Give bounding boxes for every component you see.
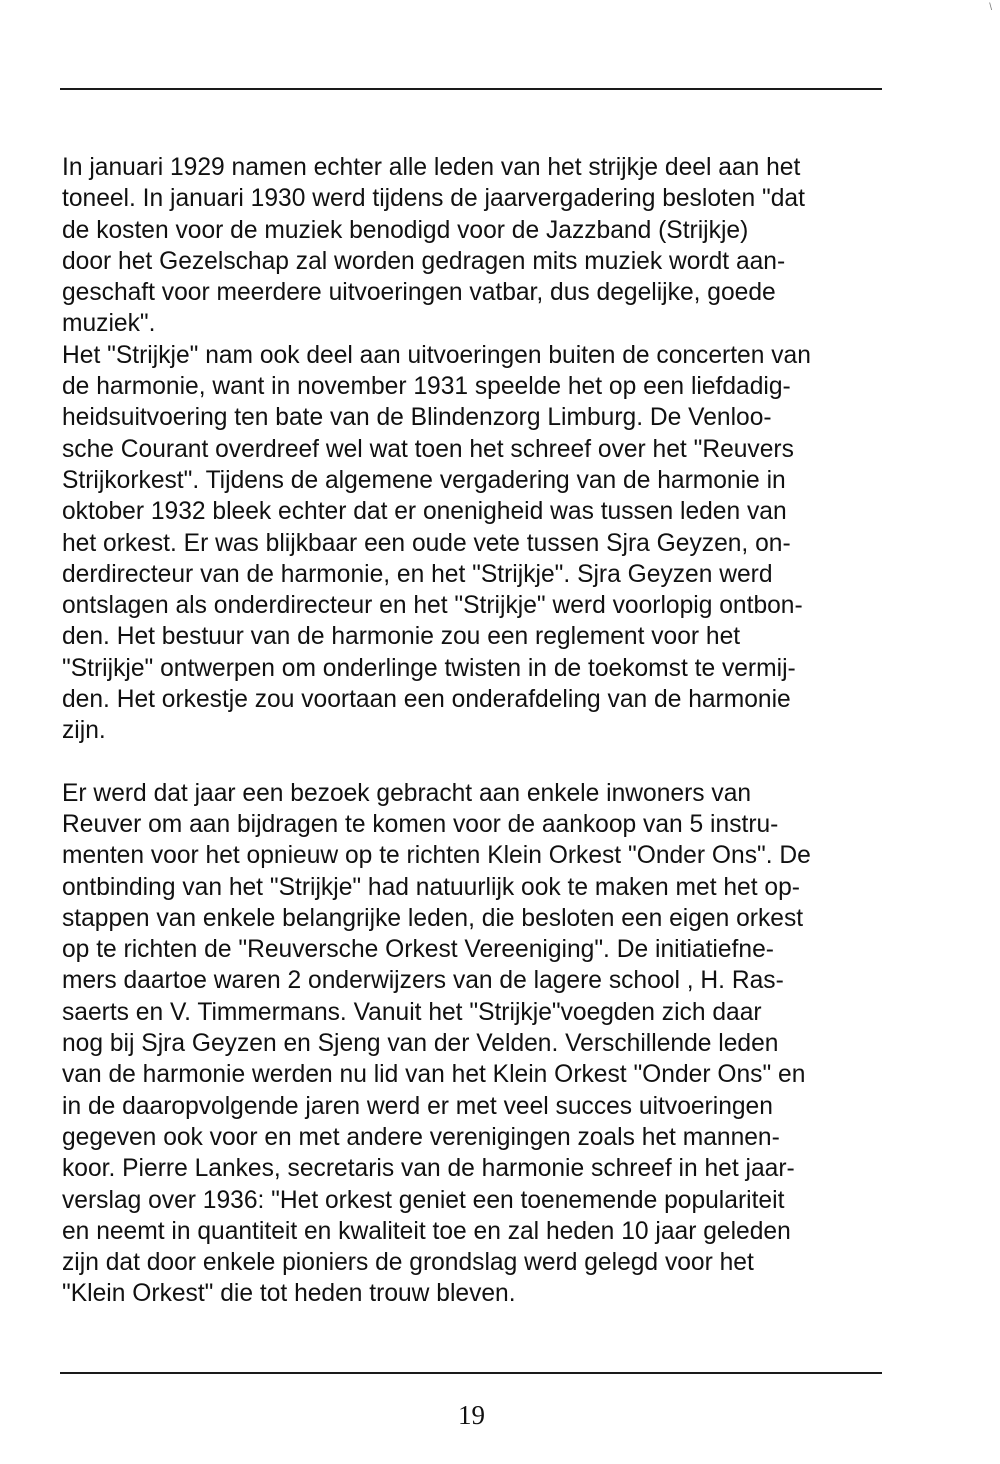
paragraph-spacer	[62, 747, 882, 778]
paragraph-1: In januari 1929 namen echter alle leden van het strijkje deel aan het toneel. In januari 1930 werd tijdens de jaarvergadering besloten "dat de kosten voor de muziek benodigd voor de Jazzband (Strijkje) door het Gezelschap zal worden gedragen mits muziek wordt aan- geschaft voor meerdere uitvoeringen vatbar, dus degelijke, goede muziek". Het "Strijkje" nam ook deel aan uitvoeringen buiten de concerten van de harmonie, want in november 1931 speelde het op een liefdadig- heidsuitvoering ten bate van de Blindenzorg Limburg. De Venloo- sche Courant overdreef wel wat toen het schreef over het "Reuvers Strijkorkest". Tijdens de algemene vergadering van de harmonie in oktober 1932 bleek echter dat er onenigheid was tussen leden van het orkest. Er was blijkbaar een oude vete tussen Sjra Geyzen, on- derdirecteur van de harmonie, en het "Strijkje". Sjra Geyzen werd ontslagen als onderdirecteur en het "Strijkje" werd voorlopig ontbon- den. Het bestuur van de harmonie zou een reglement voor het "Strijkje" ontwerpen om onderlinge twisten in de toekomst te vermij- den. Het orkestje zou voortaan een onderafdeling van de harmonie zijn.	[62, 154, 811, 745]
bottom-rule	[60, 1372, 882, 1374]
scan-corner-mark: \	[989, 2, 992, 13]
page-number: 19	[458, 1400, 485, 1430]
top-rule	[60, 88, 882, 90]
page-body	[62, 152, 882, 1310]
paragraph-2: Er werd dat jaar een bezoek gebracht aan enkele inwoners van Reuver om aan bijdragen te komen voor de aankoop van 5 instru- menten voor het opnieuw op te richten Klein Orkest "Onder Ons". De ontbinding van het "Strijkje" had natuurlijk ook te maken met het op- stappen van enkele belangrijke leden, die besloten een eigen orkest op te richten de "Reuversche Orkest Vereeniging". De initiatiefne- mers daartoe waren 2 onderwijzers van de lagere school , H. Ras- saerts en V. Timmermans. Vanuit het "Strijkje"voegden zich daar nog bij Sjra Geyzen en Sjeng van der Velden. Verschillende leden van de harmonie werden nu lid van het Klein Orkest "Onder Ons" en in de daaropvolgende jaren werd er met veel succes uitvoeringen gegeven ook voor en met andere verenigingen zoals het mannen- koor. Pierre Lankes, secretaris van de harmonie schreef in het jaar- verslag over 1936: "Het orkest geniet een toenemende populariteit en neemt in quantiteit en kwaliteit toe en zal heden 10 jaar geleden zijn dat door enkele pioniers de grondslag werd gelegd voor het "Klein Orkest" die tot heden trouw bleven.	[62, 779, 811, 1308]
